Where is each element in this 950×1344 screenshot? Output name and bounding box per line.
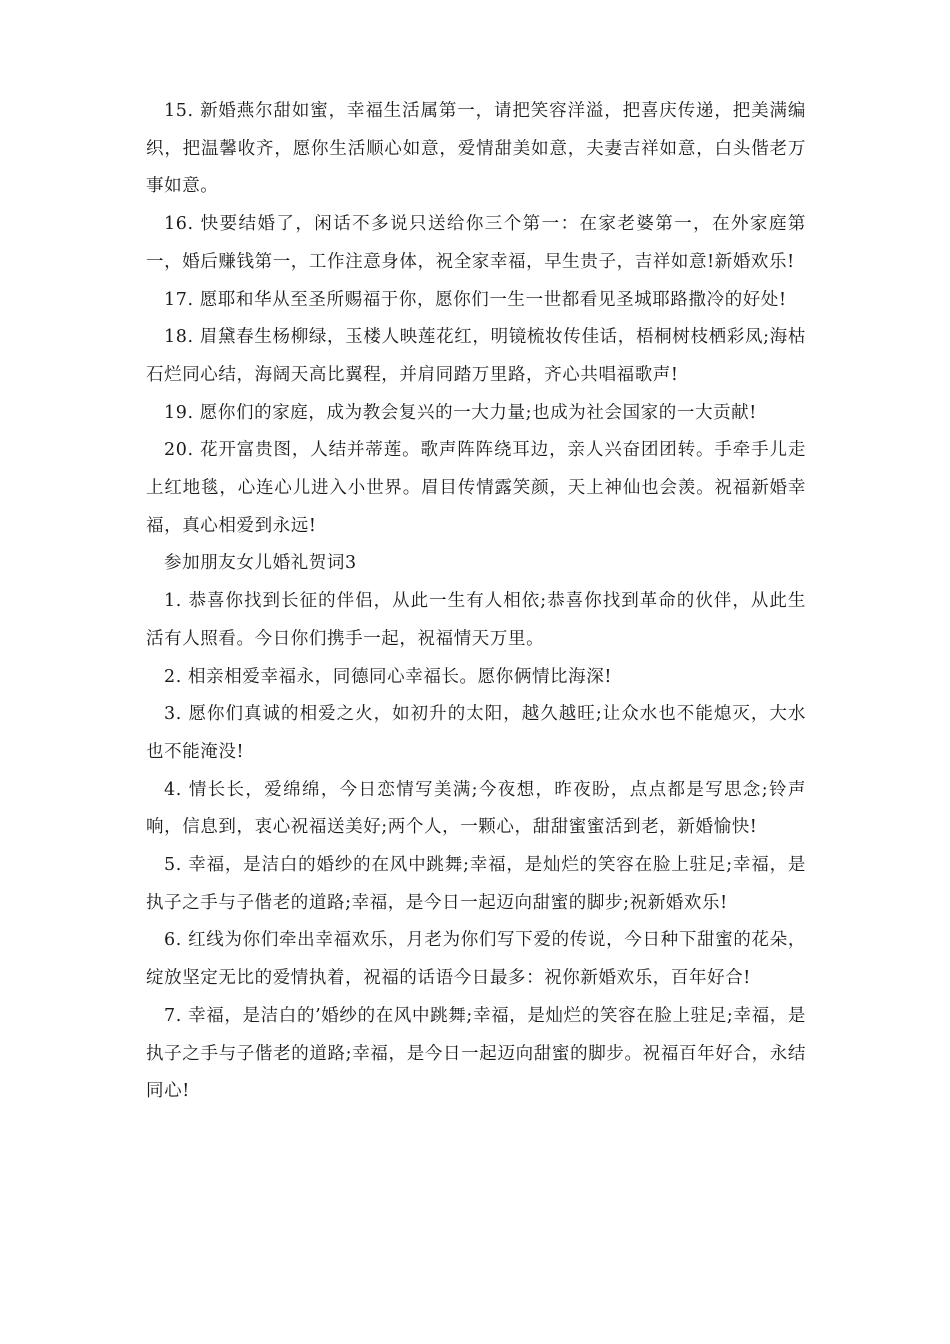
section-paragraph-2: 2. 相亲相爱幸福永，同德同心幸福长。愿你俩情比海深! [164,666,612,687]
document-body [146,93,806,1111]
section-paragraph-3: 3. 愿你们真诚的相爱之火，如初升的太阳，越久越旺;让众水也不能熄灭，大水也不能淹没! [146,704,806,762]
paragraph-15: 15. 新婚燕尔甜如蜜，幸福生活属第一，请把笑容洋溢，把喜庆传递，把美满编织，把温馨收齐，愿你生活顺心如意，爱情甜美如意，夫妻吉祥如意，白头偕老万事如意。 [146,101,806,197]
section-paragraph-5: 5. 幸福，是洁白的婚纱的在风中跳舞;幸福，是灿烂的笑容在脸上驻足;幸福，是执子之手与子偕老的道路;幸福，是今日一起迈向甜蜜的脚步;祝新婚欢乐! [146,855,806,913]
section-paragraph-7: 7. 幸福，是洁白的’婚纱的在风中跳舞;幸福，是灿烂的笑容在脸上驻足;幸福，是执子之手与子偕老的道路;幸福，是今日一起迈向甜蜜的脚步。祝福百年好合，永结同心! [146,1005,806,1102]
paragraph-16: 16. 快要结婚了，闲话不多说只送给你三个第一：在家老婆第一，在外家庭第一，婚后赚钱第一，工作注意身体，祝全家幸福，早生贵子，吉祥如意!新婚欢乐! [146,214,806,272]
paragraph-19: 19. 愿你们的家庭，成为教会复兴的一大力量;也成为社会国家的一大贡献! [164,402,757,423]
paragraph-20: 20. 花开富贵图，人结并蒂莲。歌声阵阵绕耳边，亲人兴奋团团转。手牵手儿走上红地毯，心连心儿进入小世界。眉目传情露笑颜，天上神仙也会羡。祝福新婚幸福，真心相爱到永远! [146,440,806,536]
paragraph-18: 18. 眉黛春生杨柳绿，玉楼人映莲花红，明镜梳妆传佳话，梧桐树枝栖彩凤;海枯石烂同心结，海阔天高比翼程，并肩同踏万里路，齐心共唱福歌声! [146,327,806,385]
section-heading: 参加朋友女儿婚礼贺词3 [164,553,357,574]
section-paragraph-6: 6. 红线为你们牵出幸福欢乐，月老为你们写下爱的传说，今日种下甜蜜的花朵，绽放坚定无比的爱情执着，祝福的话语今日最多：祝你新婚欢乐，百年好合! [146,930,806,989]
section-paragraph-1: 1. 恭喜你找到长征的伴侣，从此一生有人相依;恭喜你找到革命的伙伴，从此生活有人照看。今日你们携手一起，祝福情天万里。 [146,591,806,649]
section-paragraph-4: 4. 情长长，爱绵绵，今日恋情写美满;今夜想，昨夜盼，点点都是写思念;铃声响，信息到，衷心祝福送美好;两个人，一颗心，甜甜蜜蜜活到老，新婚愉快! [146,779,806,838]
paragraph-17: 17. 愿耶和华从至圣所赐福于你，愿你们一生一世都看见圣城耶路撒冷的好处! [164,289,787,310]
